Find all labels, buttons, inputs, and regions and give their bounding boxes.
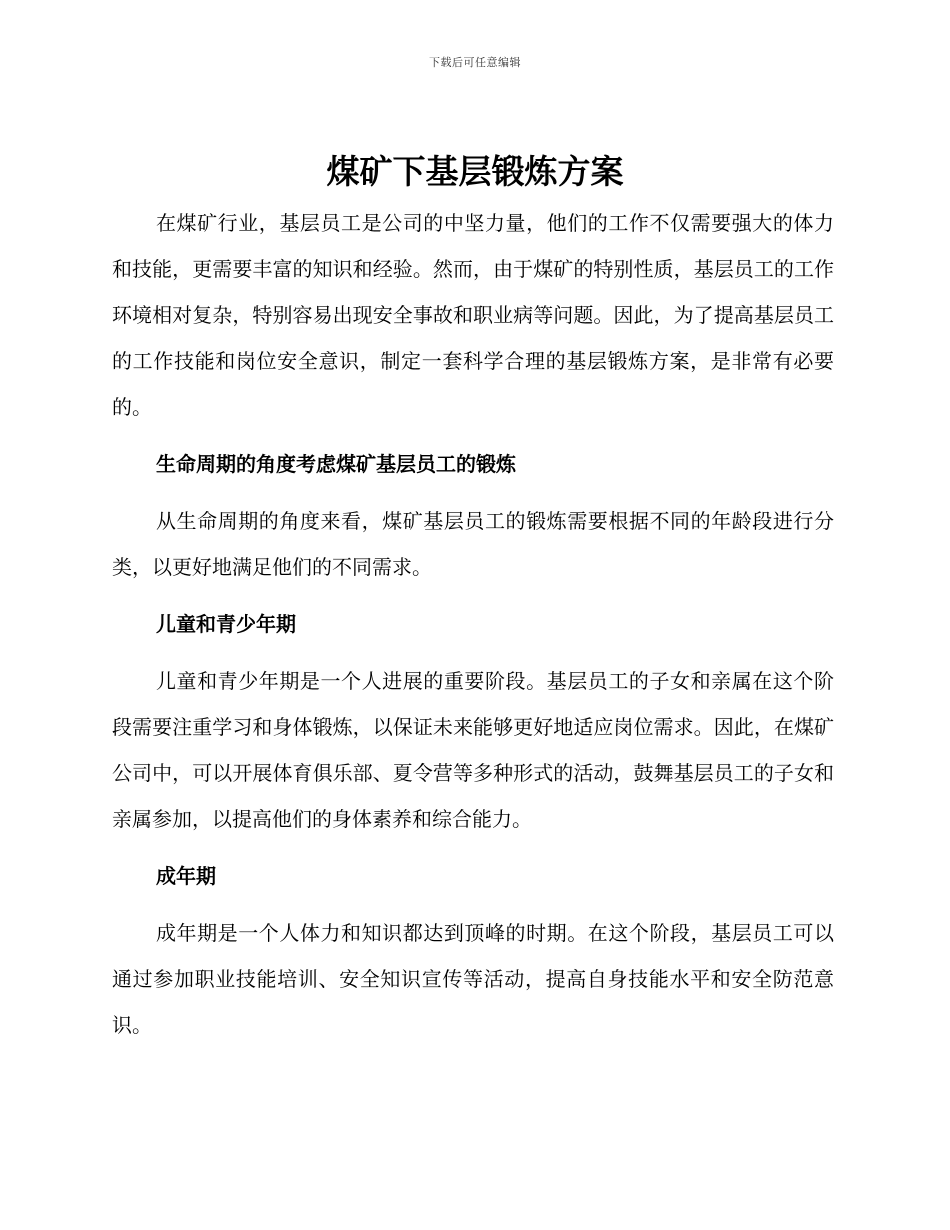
- document-title: 煤矿下基层锻炼方案: [326, 152, 624, 191]
- section-heading-lifecycle: 生命周期的角度考虑煤矿基层员工的锻炼: [156, 452, 516, 476]
- section-paragraph-lifecycle: 从生命周期的角度来看，煤矿基层员工的锻炼需要根据不同的年龄段进行分类，以更好地满足他们的不同需求。: [112, 509, 834, 579]
- section-heading-youth: 儿童和青少年期: [156, 612, 296, 636]
- intro-paragraph: 在煤矿行业，基层员工是公司的中坚力量，他们的工作不仅需要强大的体力和技能，更需要丰富的知识和经验。然而，由于煤矿的特别性质，基层员工的工作环境相对复杂，特别容易出现安全事故和职业病等问题。因此，为了提高基层员工的工作技能和岗位安全意识，制定一套科学合理的基层锻炼方案，是非常有必要的。: [112, 211, 834, 419]
- section-heading-adulthood: 成年期: [156, 864, 216, 888]
- section-paragraph-youth: 儿童和青少年期是一个人进展的重要阶段。基层员工的子女和亲属在这个阶段需要注重学习和身体锻炼，以保证未来能够更好地适应岗位需求。因此，在煤矿公司中，可以开展体育俱乐部、夏令营等多种形式的活动，鼓舞基层员工的子女和亲属参加，以提高他们的身体素养和综合能力。: [112, 669, 834, 831]
- page-header-note: 下载后可任意编辑: [429, 56, 521, 69]
- document-body: [112, 200, 834, 1048]
- section-paragraph-adulthood: 成年期是一个人体力和知识都达到顶峰的时期。在这个阶段，基层员工可以通过参加职业技能培训、安全知识宣传等活动，提高自身技能水平和安全防范意识。: [112, 921, 834, 1037]
